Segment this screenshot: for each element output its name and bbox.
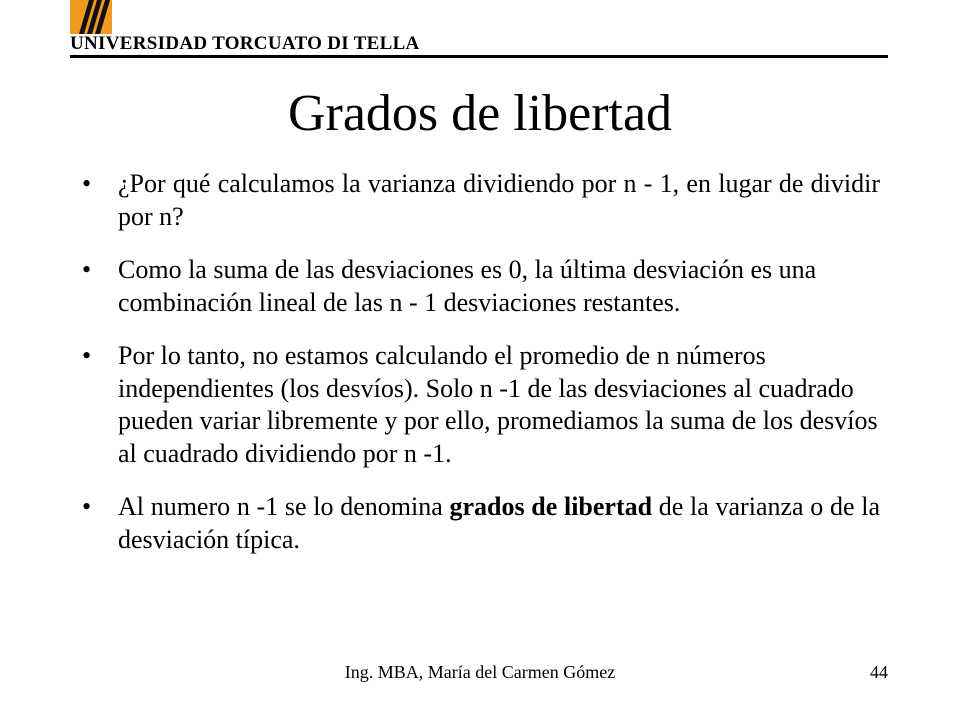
bullet-item [82, 340, 880, 470]
bullet-list [82, 168, 880, 577]
bold-term: grados de libertad [449, 492, 653, 521]
university-logo [70, 0, 112, 34]
bullet-text: Como la suma de las desviaciones es 0, la última desviación es una combinación lineal de las n - 1 desviaciones restantes. [118, 255, 817, 317]
header-divider [70, 55, 888, 58]
bullet-item [82, 168, 880, 233]
footer-author: Ing. MBA, María del Carmen Gómez [344, 662, 616, 682]
bullet-text-after: de la varianza o de la desviación típica. [118, 492, 880, 554]
bullet-icon: • [82, 341, 92, 370]
bullet-text-before: Al numero n -1 se lo denomina [118, 492, 450, 521]
bullet-text [118, 491, 880, 556]
slide-title: Grados de libertad [287, 85, 673, 142]
logo-stripes-icon [70, 0, 112, 34]
bullet-text: ¿Por qué calculamos la varianza dividiendo por n - 1, en lugar de dividir por n? [118, 169, 880, 231]
bullet-item [82, 254, 880, 319]
bullet-icon: • [82, 255, 92, 284]
university-name: UNIVERSIDAD TORCUATO DI TELLA [70, 33, 420, 54]
bullet-text: Por lo tanto, no estamos calculando el promedio de n números independientes (los desvíos). Solo n -1 de las desviaciones al cuadrado pueden variar libremente y por ello, promediamos la suma de los desvíos al cuadrado dividiendo por n -1. [118, 341, 878, 468]
bullet-icon: • [82, 492, 92, 521]
bullet-item [82, 491, 880, 556]
bullet-icon: • [82, 169, 92, 198]
page-number: 44 [870, 662, 888, 682]
